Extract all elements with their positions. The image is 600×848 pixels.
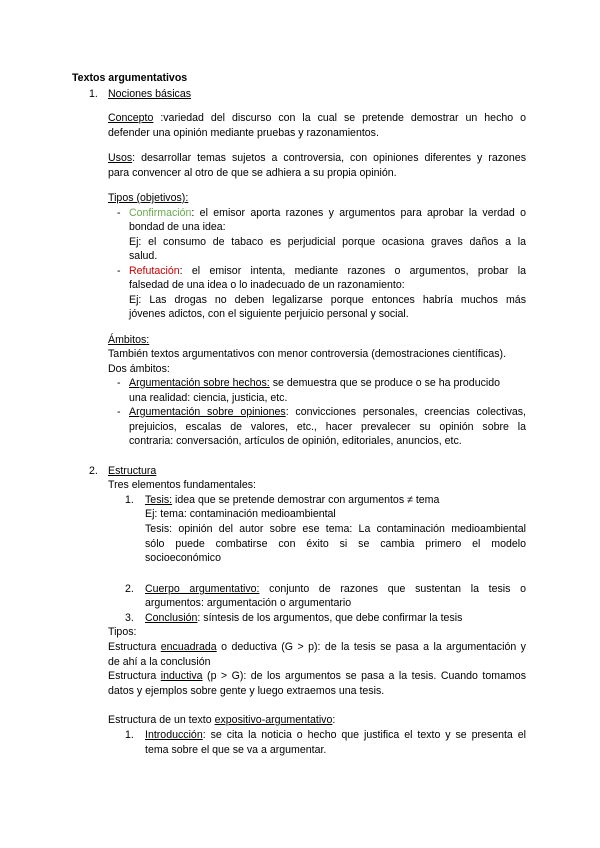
cuerpo-text-1: conjunto de razones que sustentan la tesis o xyxy=(259,583,526,595)
inductiva-line-1 xyxy=(108,669,526,683)
opiniones-line-2: prejuicios, escalas de valores, etc., hacer prevalecer su opinión sobre la xyxy=(129,421,526,433)
tipos-objetivos-heading: Tipos (objetivos): xyxy=(108,192,189,204)
tesis-number: 1. xyxy=(125,494,134,506)
refutacion-dash: - xyxy=(117,265,121,277)
conclusion-term: Conclusión xyxy=(145,612,198,624)
ambitos-heading: Ámbitos: xyxy=(108,334,150,346)
encuadrada-line-1 xyxy=(108,640,526,654)
conclusion-text-1: : síntesis de los argumentos, que debe confirmar la tesis xyxy=(197,612,463,624)
hechos-dash: - xyxy=(117,377,121,389)
opiniones-dash: - xyxy=(117,406,121,418)
document-title: Textos argumentativos xyxy=(72,72,188,84)
inductiva-term: inductiva xyxy=(160,670,203,682)
confirmacion-dash: - xyxy=(117,207,121,219)
cuerpo-line-1 xyxy=(145,582,526,596)
confirmacion-example-2: salud. xyxy=(129,250,158,262)
introduccion-line-1 xyxy=(145,728,526,742)
hechos-term: Argumentación sobre hechos: xyxy=(129,377,270,389)
section-2-heading: Estructura xyxy=(108,465,157,477)
estructura-intro: Tres elementos fundamentales: xyxy=(108,479,256,491)
inductiva-prefix: Estructura xyxy=(108,670,161,682)
cuerpo-line-2: argumentos: argumentación o argumentario xyxy=(145,597,352,609)
encuadrada-line-2: de ahí a la conclusión xyxy=(108,656,211,668)
refutacion-example-2: jóvenes adictos, con el siguiente perjuicio personal y social. xyxy=(129,308,409,320)
refutacion-text-1: : el emisor intenta, mediante razones o argumentos, probar la xyxy=(179,265,526,277)
concepto-text-1: :variedad del discurso con la cual se pretende demostrar un hecho o xyxy=(153,112,526,124)
refutacion-line-2: falsedad de una idea o lo inadecuado de un razonamiento: xyxy=(129,279,405,291)
section-1-number: 1. xyxy=(89,88,98,100)
hechos-line-1 xyxy=(129,376,500,390)
tesis-text-1: idea que se pretende demostrar con argumentos ≠ tema xyxy=(172,494,440,506)
tesis-line-2: Ej: tema: contaminación medioambiental xyxy=(145,508,336,520)
introduccion-line-2: tema sobre el que se va a argumentar. xyxy=(145,744,327,756)
hechos-line-2: una realidad: ciencia, justicia, etc. xyxy=(129,392,288,404)
tesis-line-4: sólo puede combatirse con éxito si se cambia primero el modelo xyxy=(145,538,526,550)
encuadrada-term: encuadrada xyxy=(160,641,217,653)
concepto-line-1 xyxy=(108,111,526,125)
tesis-term: Tesis: xyxy=(145,494,173,506)
introduccion-term: Introducción xyxy=(145,729,203,741)
confirmacion-text-1: : el emisor aporta razones y argumentos para aprobar la verdad o xyxy=(191,207,526,219)
expositivo-term: expositivo-argumentativo xyxy=(214,714,333,726)
cuerpo-number: 2. xyxy=(125,583,134,595)
encuadrada-text-1: o deductiva (G > p): de la tesis se pasa a la argumentación y xyxy=(216,641,526,653)
usos-text-1: : desarrollar temas sujetos a controversia, con opiniones diferentes y razones xyxy=(132,152,526,164)
ambitos-line-2: Dos ámbitos: xyxy=(108,363,170,375)
conclusion-line-1 xyxy=(145,611,462,625)
expositivo-suffix: : xyxy=(332,714,336,726)
opiniones-line-1 xyxy=(129,405,526,419)
inductiva-line-2: datos y ejemplos sobre gente y luego extraemos una tesis. xyxy=(108,685,385,697)
confirmacion-line-2: bondad de una idea: xyxy=(129,221,226,233)
confirmacion-example-1: Ej: el consumo de tabaco es perjudicial porque ocasiona graves daños a la xyxy=(129,236,526,248)
tesis-line-3: Tesis: opinión del autor sobre ese tema: La contaminación medioambiental xyxy=(145,523,526,535)
usos-line-2: para convencer al otro de que se adhiera a su propia opinión. xyxy=(108,167,397,179)
concepto-term: Concepto xyxy=(108,112,154,124)
expositivo-line xyxy=(108,713,335,727)
ambitos-line-1: También textos argumentativos con menor controversia (demostraciones científicas). xyxy=(108,348,507,360)
conclusion-number: 3. xyxy=(125,612,134,624)
usos-term: Usos xyxy=(108,152,133,164)
expositivo-prefix: Estructura de un texto xyxy=(108,714,215,726)
refutacion-term: Refutación xyxy=(129,265,180,277)
inductiva-text-1: (p > G): de los argumentos se pasa a la tesis. Cuando tomamos xyxy=(202,670,526,682)
opiniones-line-3: contraria: conversación, artículos de opinión, editoriales, anuncios, etc. xyxy=(129,435,462,447)
hechos-text-1: se demuestra que se produce o se ha producido xyxy=(269,377,501,389)
introduccion-text-1: : se cita la noticia o hecho que justifica el texto y se presenta el xyxy=(202,729,526,741)
cuerpo-term: Cuerpo argumentativo: xyxy=(145,583,260,595)
tesis-line-5: socioeconómico xyxy=(145,552,221,564)
encuadrada-prefix: Estructura xyxy=(108,641,161,653)
refutacion-line-1 xyxy=(129,264,526,278)
tesis-line-1 xyxy=(145,493,439,507)
tipos-label: Tipos: xyxy=(108,626,137,638)
section-2-number: 2. xyxy=(89,465,98,477)
section-1-heading: Nociones básicas xyxy=(108,88,192,100)
opiniones-term: Argumentación sobre opiniones xyxy=(129,406,286,418)
concepto-line-2: defender una opinión mediante pruebas y razonamientos. xyxy=(108,127,379,139)
confirmacion-line-1 xyxy=(129,206,526,220)
refutacion-example-1: Ej: Las drogas no deben legalizarse porque entonces habría muchos más xyxy=(129,294,526,306)
usos-line-1 xyxy=(108,151,526,165)
opiniones-text-1: : convicciones personales, creencias colectivas, xyxy=(285,406,526,418)
confirmacion-term: Confirmación xyxy=(129,207,192,219)
introduccion-number: 1. xyxy=(125,729,134,741)
